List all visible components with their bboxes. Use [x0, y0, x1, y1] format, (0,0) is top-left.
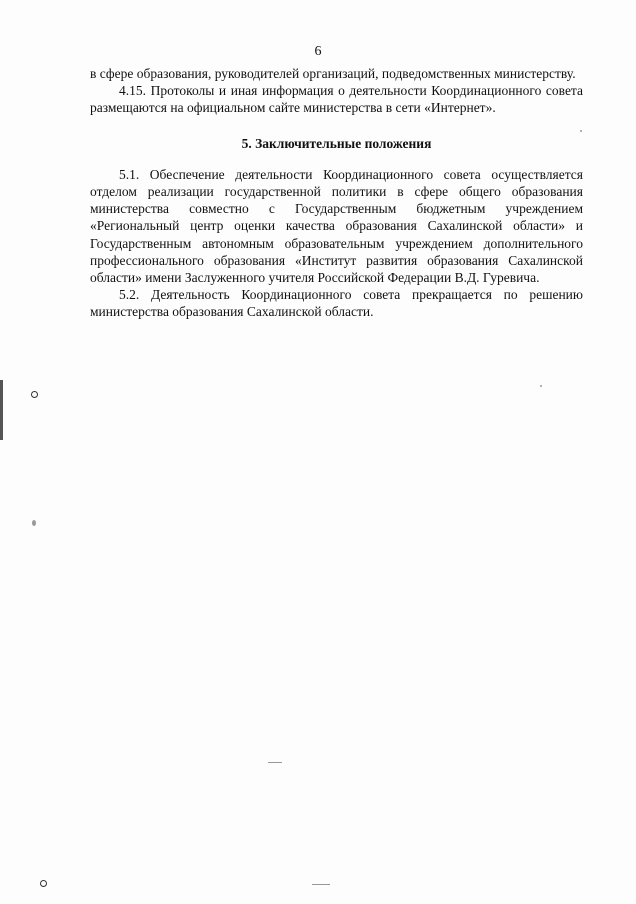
scan-speck: [32, 520, 36, 526]
scan-speck: [312, 884, 330, 885]
scan-speck: [540, 385, 542, 387]
paragraph-4-15: 4.15. Протоколы и иная информация о деятельности Координационного совета размещаются на официальном сайте министерства в сети «Интернет».: [90, 83, 583, 116]
paragraph-5-1: 5.1. Обеспечение деятельности Координационного совета осуществляется отделом реализации государственной политики в сфере общего образования министерства совместно с Государственным бюджетным учреждением «Региональный центр оценки качества образования Сахалинской области» и Государственным автономным образовательным учреждением дополнительного профессионального образования «Институт развития образования Сахалинской области» имени Заслуженного учителя Российской Федерации В.Д. Гуревича.: [90, 166, 583, 286]
paragraph-5-2: 5.2. Деятельность Координационного совета прекращается по решению министерства образования Сахалинской области.: [90, 287, 583, 320]
scan-hole-mark: [31, 391, 38, 398]
continued-paragraph: в сфере образования, руководителей организаций, подведомственных министерству.: [90, 66, 576, 81]
page-number: 6: [314, 44, 322, 59]
scan-hole-mark: [40, 880, 47, 887]
section-5-heading: 5. Заключительные положения: [241, 135, 432, 151]
scan-speck: [268, 762, 282, 763]
scan-edge-mark: [0, 380, 3, 440]
document-body: [90, 65, 583, 321]
scan-speck: [580, 130, 582, 132]
